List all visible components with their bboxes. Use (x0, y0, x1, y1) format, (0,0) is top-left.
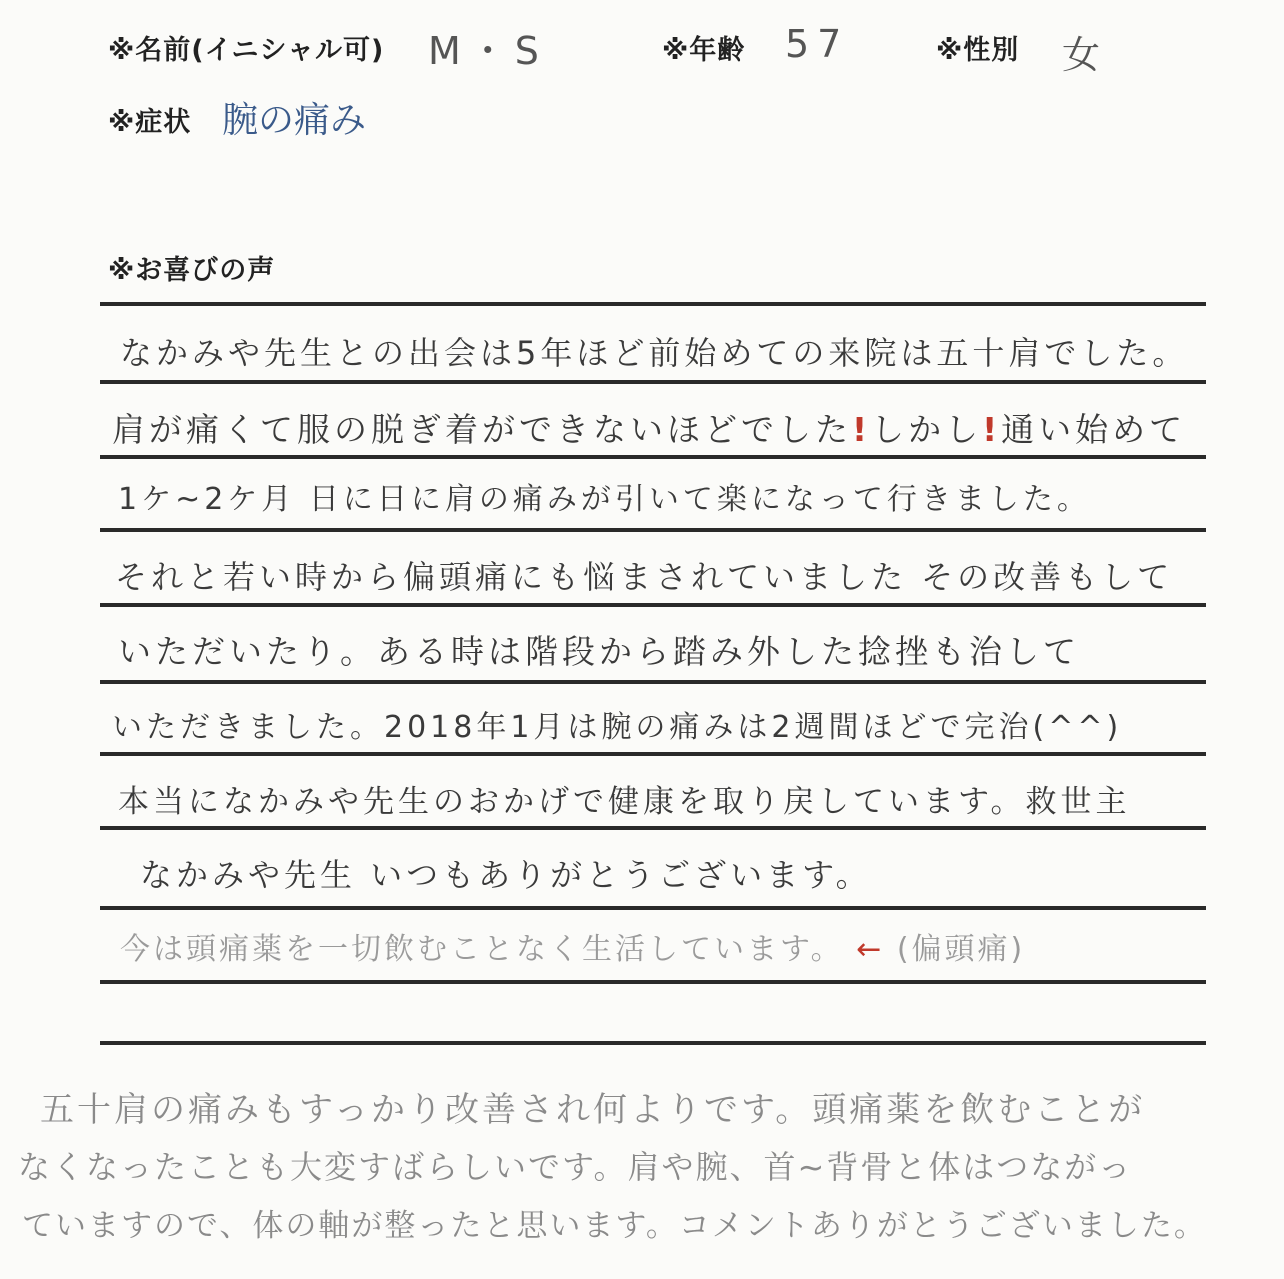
ruled-line (100, 380, 1206, 384)
ruled-line (100, 603, 1206, 607)
symptom-label: ※症状 (108, 107, 192, 138)
ruled-line (100, 302, 1206, 306)
voice-line-2-b: しかし (871, 410, 983, 449)
reply-line-1: 五十肩の痛みもすっかり改善され何よりです。頭痛薬を飲むことが (40, 1090, 1146, 1130)
note-line (120, 924, 1025, 968)
name-label: ※名前(イニシャル可) (108, 35, 385, 66)
age-label: ※年齢 (662, 35, 746, 66)
ruled-line (100, 680, 1206, 684)
reply-line-2: なくなったことも大変すばらしいです。肩や腕、首~背骨と体はつながっ (18, 1148, 1133, 1186)
voice-line-2-a: 肩が痛くて服の脱ぎ着ができないほどでした (112, 410, 852, 449)
voice-line-6: いただきました。2018年1月は腕の痛みは2週間ほどで完治(^^) (112, 710, 1123, 745)
symptom-value: 腕の痛み (222, 100, 367, 141)
left-arrow-icon: ← (856, 932, 885, 967)
exclamation-mark: ! (852, 410, 872, 449)
voice-line-2 (112, 404, 1186, 451)
ruled-line (100, 826, 1206, 830)
ruled-line (100, 980, 1206, 984)
note-text: 今は頭痛薬を一切飲むことなく生活しています。 (120, 932, 844, 967)
voice-line-4: それと若い時から偏頭痛にも悩まされていました その改善もして (115, 558, 1174, 596)
name-value: M・S (428, 29, 547, 73)
ruled-line (100, 906, 1206, 910)
voice-line-2-c: 通い始めて (1001, 410, 1187, 449)
ruled-line (100, 752, 1206, 756)
ruled-line (100, 1041, 1206, 1045)
note-tag: (偏頭痛) (896, 932, 1026, 967)
reply-line-3: ていますので、体の軸が整ったと思います。コメントありがとうございました。 (22, 1208, 1207, 1244)
voice-line-7: 本当になかみや先生のおかげで健康を取り戻しています。救世主 (118, 784, 1131, 820)
gender-value: 女 (1062, 33, 1109, 77)
ruled-line (100, 455, 1206, 459)
voice-label: ※お喜びの声 (108, 255, 276, 286)
ruled-line (100, 528, 1206, 532)
voice-line-3: 1ケ~2ケ月 日に日に肩の痛みが引いて楽になって行きました。 (118, 482, 1091, 517)
exclamation-mark: ! (982, 410, 1002, 449)
voice-line-1: なかみや先生との出会は5年ほど前始めての来院は五十肩でした。 (120, 334, 1189, 372)
gender-label: ※性別 (936, 35, 1020, 66)
voice-line-8: なかみや先生 いつもありがとうございます。 (140, 856, 872, 894)
age-value: 57 (785, 22, 850, 66)
voice-line-5: いただいたり。ある時は階段から踏み外した捻挫も治して (118, 632, 1080, 671)
